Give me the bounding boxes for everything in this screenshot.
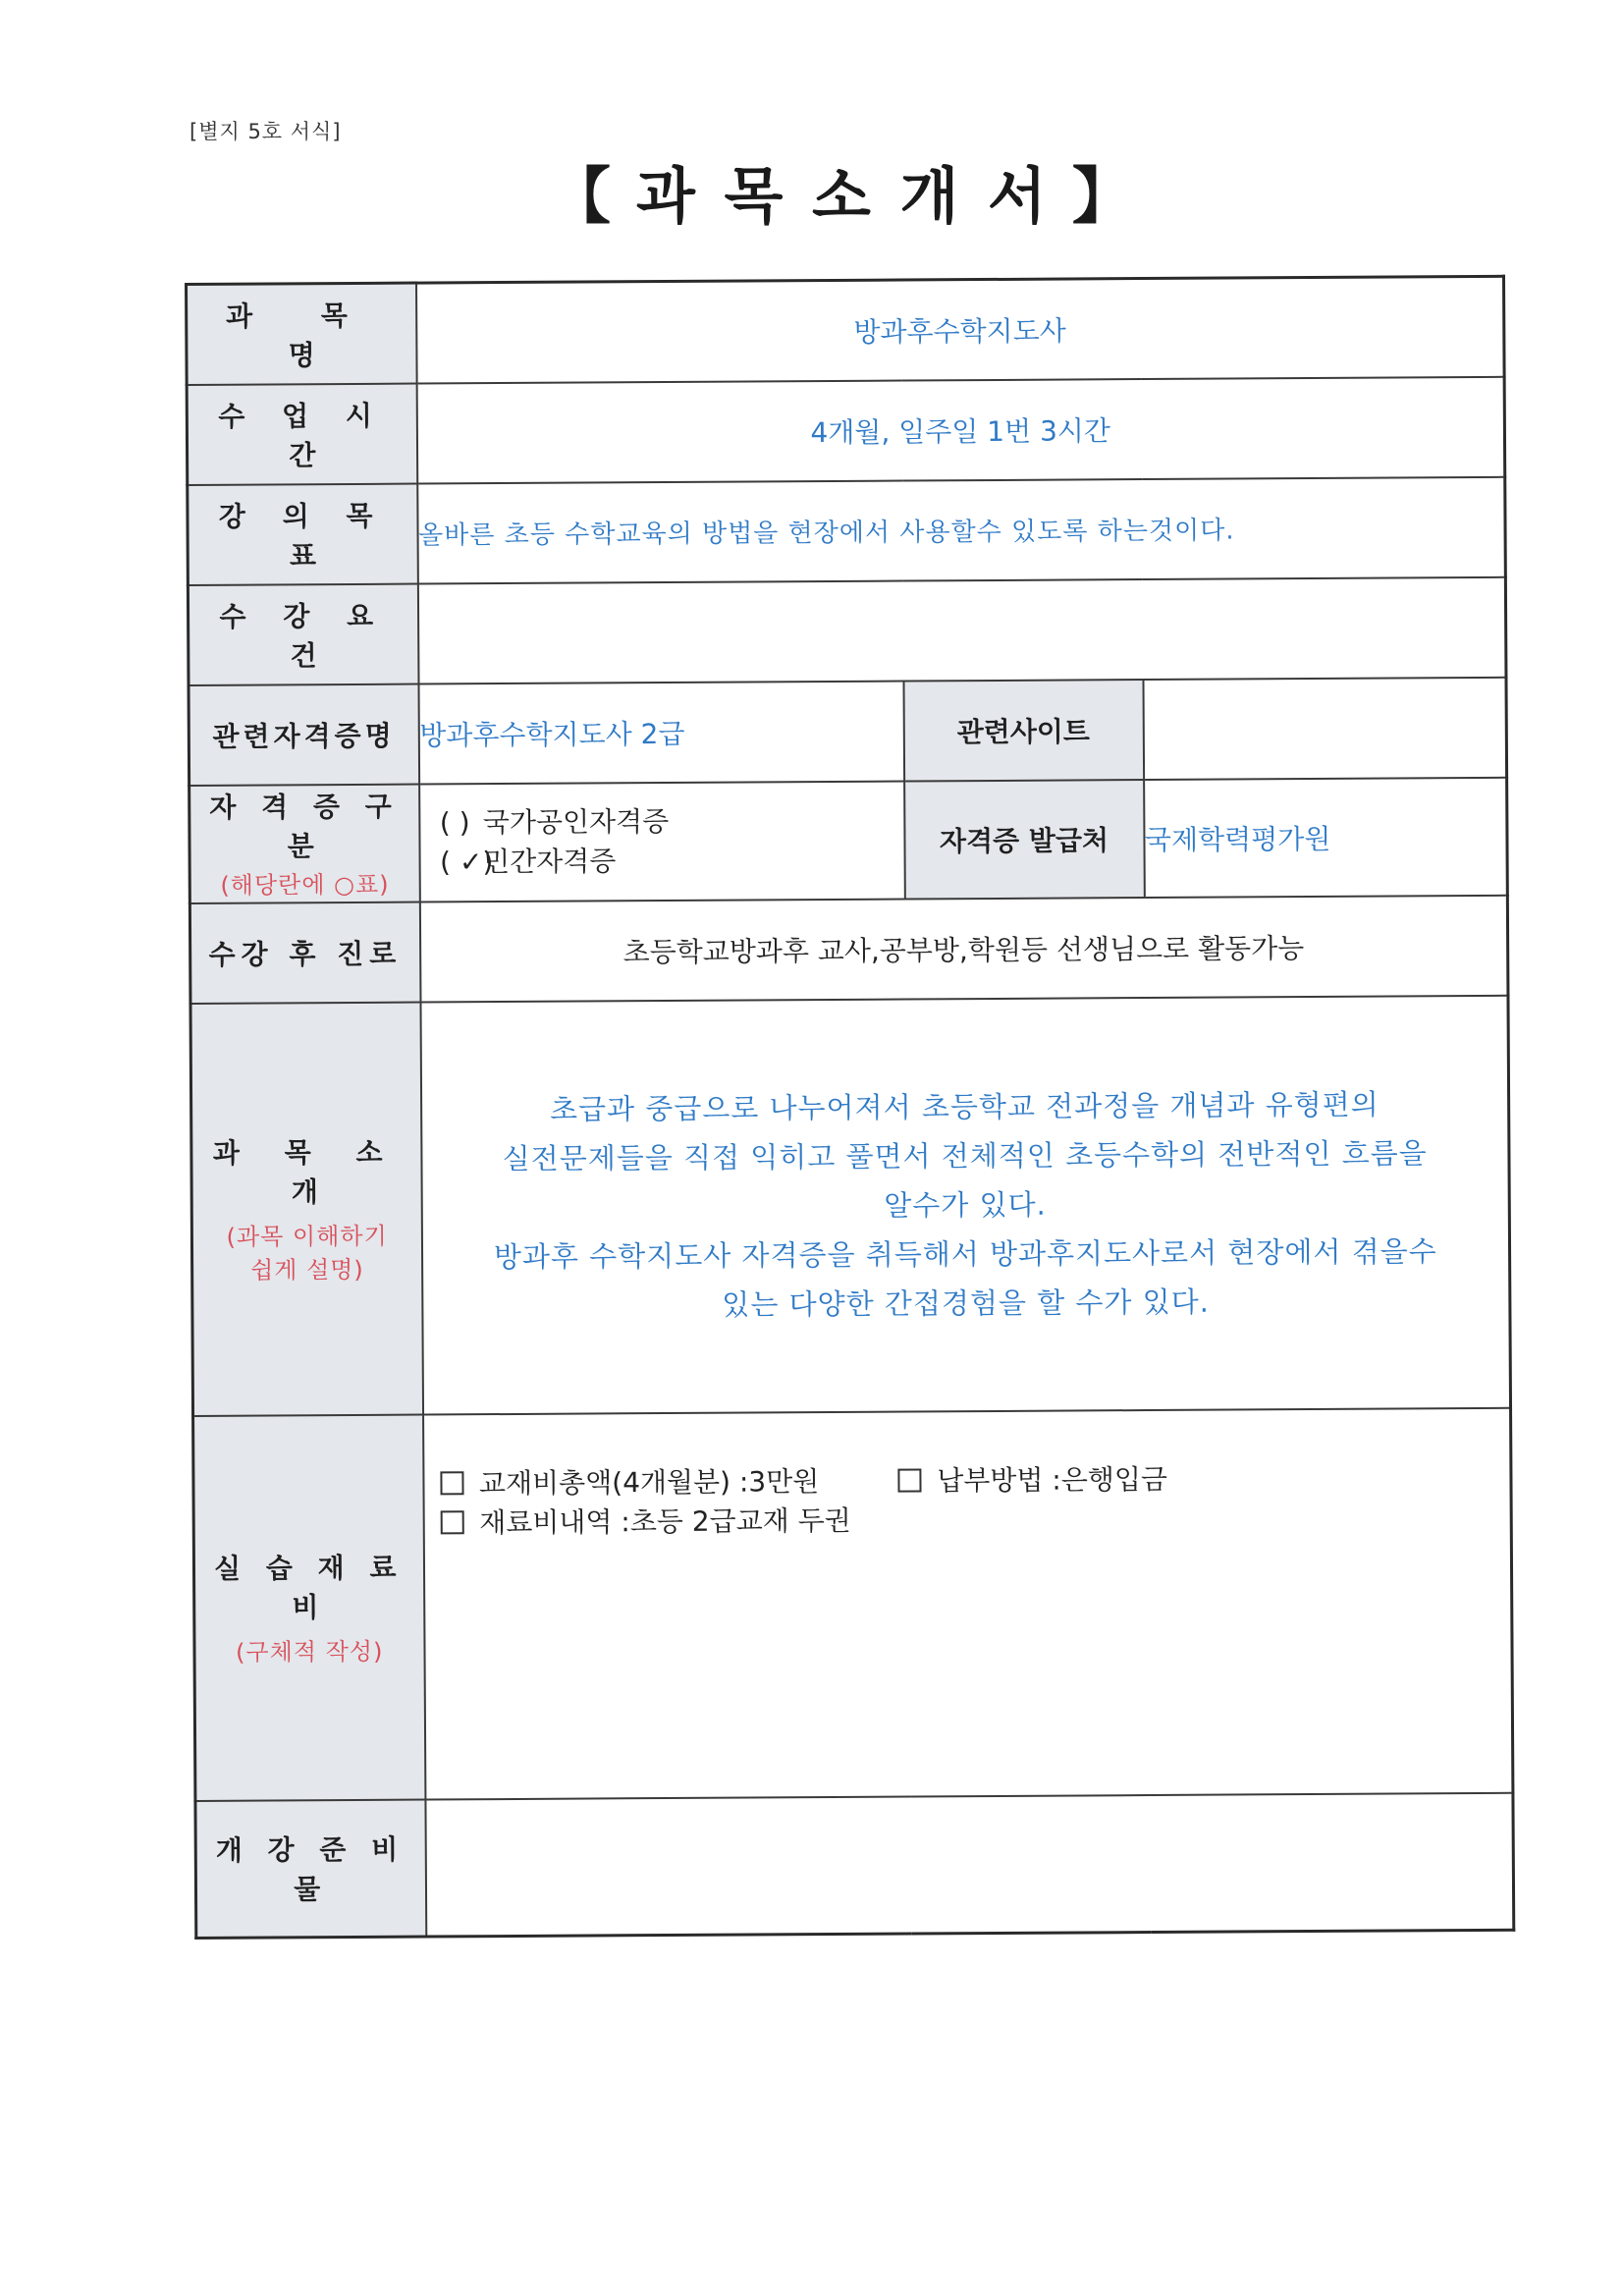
option-national: ( ) 국가공인자격증 [439, 804, 670, 839]
certificate-value: 방과후수학지도사 2급 [418, 681, 904, 784]
introduction-text [420, 995, 1511, 1414]
row-class-time [187, 376, 1505, 484]
related-site-label: 관련사이트 [903, 680, 1144, 781]
introduction-label: 과 목 소 개 (과목 이해하기 쉽게 설명) [190, 1002, 423, 1415]
requirements-label: 수 강 요 건 [188, 583, 418, 684]
preparation-value [425, 1792, 1514, 1937]
check-icon: ( ✓) [440, 845, 494, 878]
intro-line-4: 방과후 수학지도사 자격증을 취득해서 방과후지도사로서 현장에서 겪을수 [493, 1233, 1437, 1274]
title-bracket-close: 】 [1071, 160, 1137, 232]
related-site-value [1143, 677, 1507, 779]
cert-type-note: (해당란에 ○표) [220, 870, 390, 900]
course-name-value: 방과후수학지도사 [416, 276, 1505, 383]
intro-line-2: 실전문제들을 직접 익히고 풀면서 전체적인 초등수학의 전반적인 흐름을 [502, 1135, 1428, 1175]
materials-item-textbook: 교재비총액(4개월분) :3만원 [478, 1464, 820, 1500]
cert-type-options [419, 781, 905, 902]
intro-line-3: 알수가 있다. [884, 1187, 1047, 1223]
row-requirements [188, 576, 1506, 684]
materials-label: 실 습 재 료 비 (구체적 작성) [193, 1414, 425, 1800]
materials-item-details: 재료비내역 :초등 2급교재 두권 [479, 1503, 851, 1539]
checkbox-icon [440, 1510, 463, 1534]
intro-line-5: 있는 다양한 간접경험을 할 수가 있다. [722, 1285, 1210, 1322]
row-introduction [190, 995, 1511, 1415]
class-time-label: 수 업 시 간 [187, 383, 417, 484]
class-time-value: 4개월, 일주일 1번 3시간 [416, 376, 1505, 483]
materials-note: (구체적 작성) [236, 1637, 384, 1667]
checkbox-icon [440, 1471, 463, 1495]
materials-item-payment: 납부방법 :은행입금 [937, 1462, 1168, 1497]
title-text: 과 목 소 개 서 [636, 160, 1051, 232]
career-label: 수강 후 진로 [189, 902, 420, 1003]
row-cert-type [189, 777, 1508, 902]
issuer-value: 국제학력평가원 [1144, 777, 1508, 897]
option-private: ( ✓)민간자격증 [420, 840, 903, 882]
objective-label: 강 의 목 표 [188, 483, 418, 584]
row-preparation [195, 1792, 1514, 1938]
row-certificate [189, 677, 1507, 785]
form-number: [별지 5호 서식] [189, 120, 342, 143]
preparation-label: 개 강 준 비 물 [195, 1799, 426, 1938]
row-materials [193, 1407, 1513, 1800]
issuer-label: 자격증 발급처 [904, 780, 1145, 899]
row-objective [188, 476, 1506, 584]
document-title [550, 147, 1137, 235]
cert-type-label: 자 격 증 구 분 (해당란에 ○표) [189, 784, 420, 902]
objective-value: 올바른 초등 수학교육의 방법을 현장에서 사용할수 있도록 하는것이다. [417, 476, 1506, 583]
course-introduction-table [185, 275, 1515, 1940]
checkbox-icon [897, 1468, 921, 1492]
row-career [189, 895, 1508, 1003]
requirements-value [417, 576, 1506, 683]
intro-line-1: 초급과 중급으로 나누어져서 초등학교 전과정을 개념과 유형편의 [549, 1087, 1380, 1126]
career-value: 초등학교방과후 교사,공부방,학원등 선생님으로 활동가능 [419, 895, 1508, 1002]
certificate-label: 관련자격증명 [189, 683, 419, 785]
title-bracket-open: 【 [550, 160, 616, 232]
course-name-label: 과 목 명 [187, 283, 417, 384]
introduction-note: (과목 이해하기 쉽게 설명) [226, 1222, 388, 1285]
row-course-name [187, 276, 1505, 384]
materials-value [423, 1407, 1513, 1799]
